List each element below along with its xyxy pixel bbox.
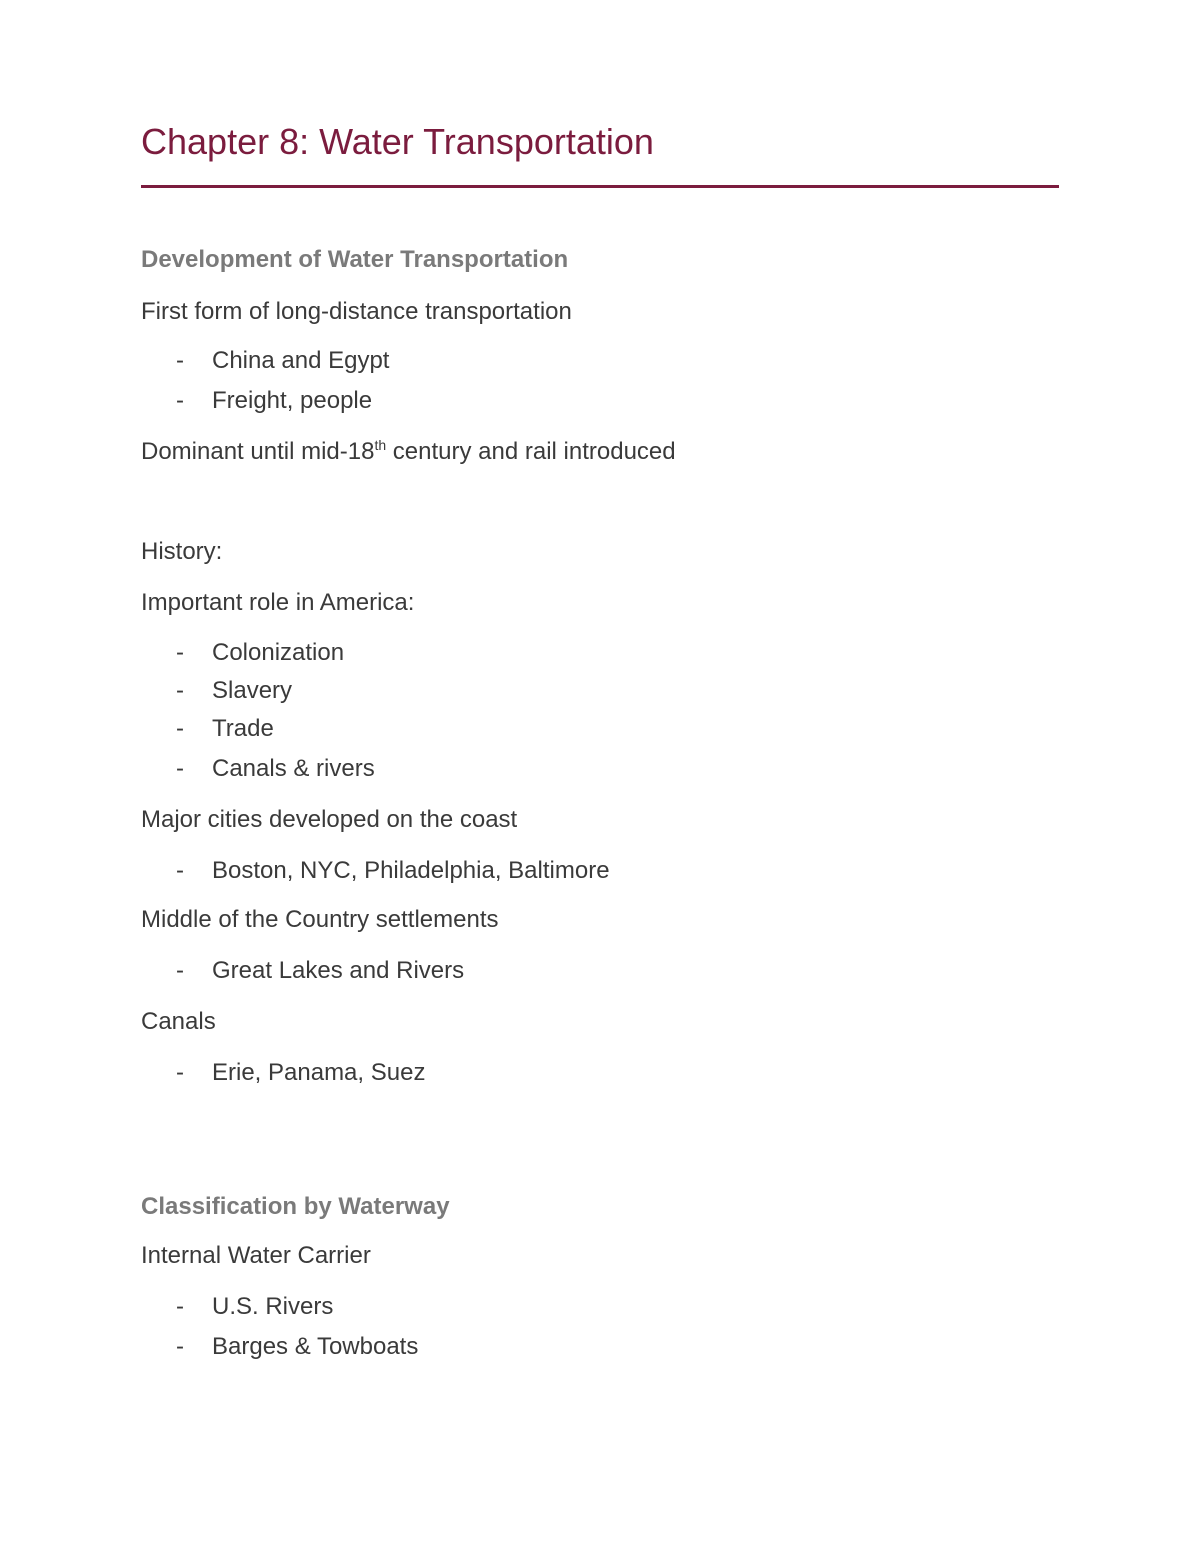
bullet-marker: - xyxy=(176,1059,184,1086)
dominant-text: Dominant until mid-18 xyxy=(141,438,375,465)
bullet-marker: - xyxy=(176,387,184,414)
list-item: Erie, Panama, Suez xyxy=(212,1059,426,1086)
list-item: Colonization xyxy=(212,639,345,666)
paragraph-major-cities: Major cities developed on the coast xyxy=(141,806,518,833)
bullet-marker: - xyxy=(176,347,184,374)
bullet-marker: - xyxy=(176,957,184,984)
bullet-marker: - xyxy=(176,755,184,782)
bullet-marker: - xyxy=(176,1293,184,1320)
section-heading-development: Development of Water Transportation xyxy=(141,246,569,273)
paragraph-first-form: First form of long-distance transportation xyxy=(141,298,572,325)
bullet-marker: - xyxy=(176,1333,184,1360)
paragraph-important-role: Important role in America: xyxy=(141,589,415,616)
list-item: Great Lakes and Rivers xyxy=(212,957,465,984)
page-title: Chapter 8: Water Transportation xyxy=(141,121,654,162)
list-item: Canals & rivers xyxy=(212,755,375,782)
list-item: China and Egypt xyxy=(212,347,390,374)
history-label: History: xyxy=(141,538,223,565)
list-item: Trade xyxy=(212,715,274,742)
bullet-marker: - xyxy=(176,715,184,742)
section-heading-classification: Classification by Waterway xyxy=(141,1193,450,1220)
dominant-superscript: th xyxy=(374,437,387,453)
list-item: Barges & Towboats xyxy=(212,1333,419,1360)
paragraph-internal-carrier: Internal Water Carrier xyxy=(141,1242,371,1269)
bullet-marker: - xyxy=(176,857,184,884)
paragraph-dominant xyxy=(141,436,676,468)
list-item: Boston, NYC, Philadelphia, Baltimore xyxy=(212,857,610,884)
list-item: Slavery xyxy=(212,677,293,704)
bullet-marker: - xyxy=(176,639,184,666)
paragraph-canals: Canals xyxy=(141,1008,216,1035)
bullet-marker: - xyxy=(176,677,184,704)
paragraph-middle-country: Middle of the Country settlements xyxy=(141,906,499,933)
dominant-text-rest: century and rail introduced xyxy=(386,438,676,465)
list-item: U.S. Rivers xyxy=(212,1293,334,1320)
list-item: Freight, people xyxy=(212,387,373,414)
title-rule xyxy=(141,185,1059,188)
